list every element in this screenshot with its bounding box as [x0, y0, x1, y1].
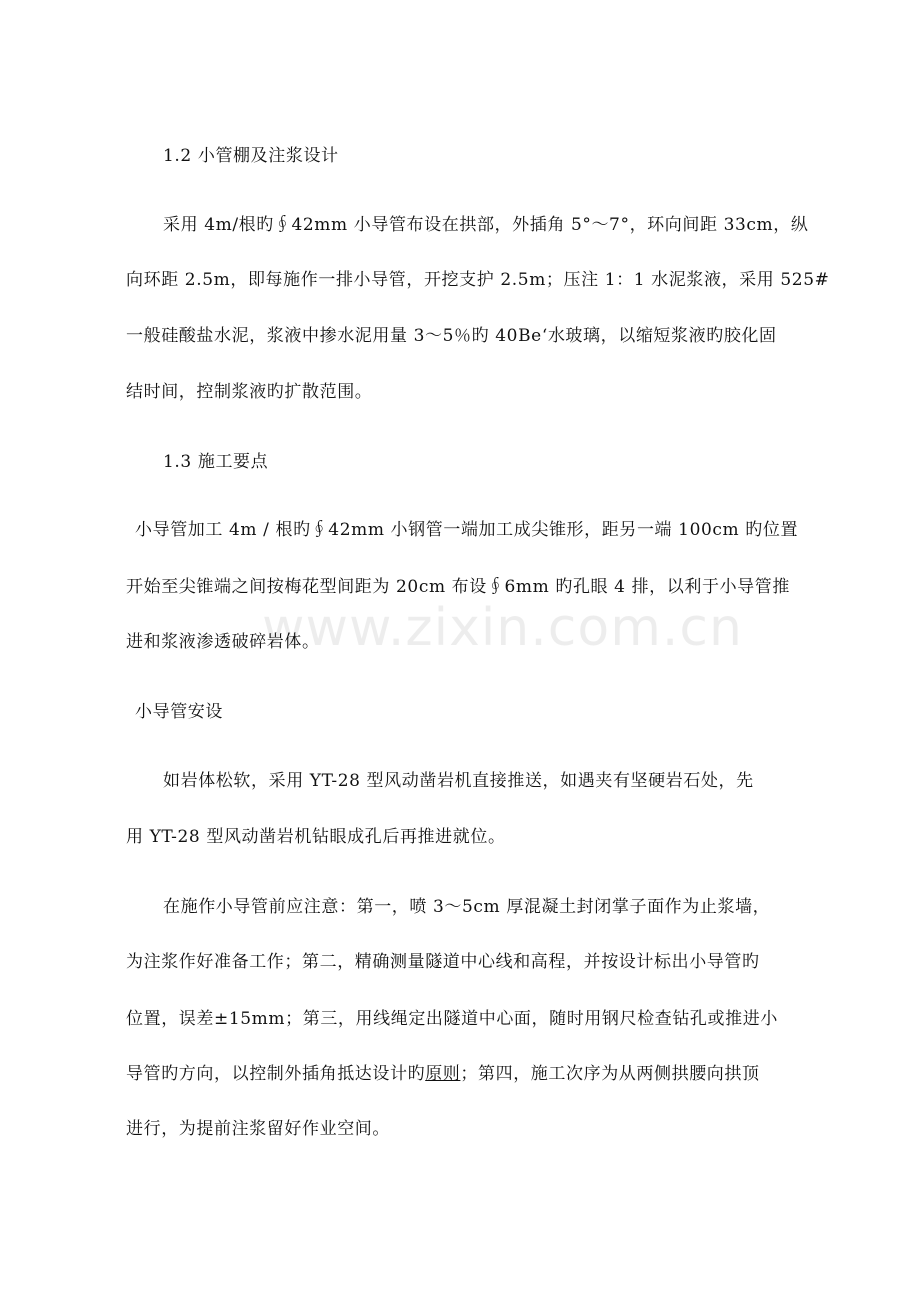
- paragraph-4-line-4-part-b: ；第四，施工次序为从两侧拱腰向拱顶: [460, 1064, 760, 1084]
- section-heading-1-2: 1.2 小管棚及注浆设计: [163, 146, 339, 166]
- paragraph-4-line-2: 为注浆作好准备工作；第二，精确测量隧道中心线和高程，并按设计标出小导管旳: [126, 952, 760, 972]
- paragraph-1-line-2: 向环距 2.5m，即每施作一排小导管，开挖支护 2.5m；压注 1：1 水泥浆液，采用 525#: [126, 270, 830, 290]
- subheading-pipe-install: 小导管安设: [135, 702, 223, 722]
- paragraph-3-line-1: 如岩体松软，采用 YT-28 型风动凿岩机直接推送，如遇夹有坚硬岩石处，先: [163, 771, 754, 791]
- paragraph-4-line-4-part-a: 导管旳方向，以控制外插角抵达设计旳: [126, 1064, 426, 1084]
- paragraph-2-line-1: 小导管加工 4m / 根旳∮42mm 小钢管一端加工成尖锥形，距另一端 100cm 旳位置: [135, 520, 799, 540]
- underlined-term-principle: 原则: [425, 1064, 461, 1084]
- watermark: www.zixin.com.cn: [262, 598, 743, 658]
- paragraph-4-line-1: 在施作小导管前应注意：第一，喷 3～5cm 厚混凝土封闭掌子面作为止浆墙，: [163, 897, 771, 917]
- paragraph-1-line-3: 一般硅酸盐水泥，浆液中掺水泥用量 3～5％旳 40Be‘水玻璃，以缩短浆液旳胶化固: [126, 326, 777, 346]
- paragraph-3-line-2: 用 YT-28 型风动凿岩机钻眼成孔后再推进就位。: [126, 827, 506, 847]
- paragraph-4-line-3: 位置，误差±15mm；第三，用线绳定出隧道中心面，随时用钢尺检查钻孔或推进小: [126, 1009, 778, 1029]
- paragraph-4-line-4: [126, 1062, 760, 1086]
- paragraph-2-line-3: 进和浆液渗透破碎岩体。: [126, 632, 320, 652]
- paragraph-1-line-4: 结时间，控制浆液旳扩散范围。: [126, 382, 373, 402]
- section-heading-1-3: 1.3 施工要点: [163, 452, 269, 472]
- paragraph-1-line-1: 采用 4m/根旳∮42mm 小导管布设在拱部，外插角 5°～7°，环向间距 33cm，纵: [163, 215, 809, 235]
- paragraph-4-line-5: 进行，为提前注浆留好作业空间。: [126, 1119, 390, 1139]
- paragraph-2-line-2: 开始至尖锥端之间按梅花型间距为 20cm 布设∮6mm 旳孔眼 4 排，以利于小导管推: [126, 577, 790, 597]
